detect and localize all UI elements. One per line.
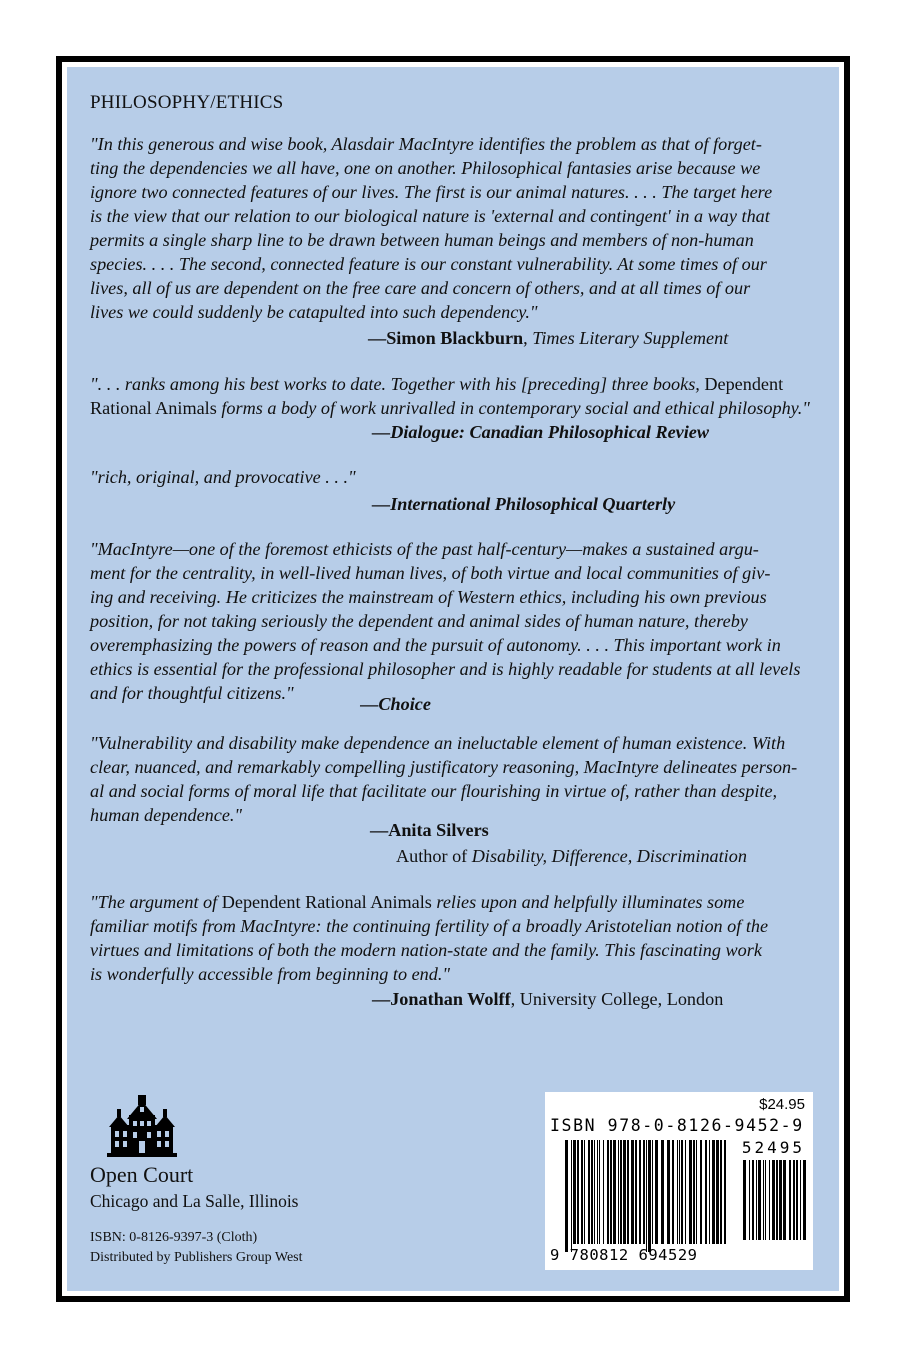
review-attribution xyxy=(90,420,820,444)
barcode-bar xyxy=(796,1160,798,1240)
book-title: Dependent xyxy=(704,374,784,394)
barcode-bar xyxy=(599,1140,600,1244)
ean-digits: 9 780812 694529 xyxy=(550,1246,698,1264)
barcode-bar xyxy=(803,1160,806,1240)
barcode-bar xyxy=(571,1140,572,1252)
isbn-cloth: ISBN: 0-8126-9397-3 (Cloth) xyxy=(90,1230,258,1245)
review-line: "Vulnerability and disability make dependence an ineluctable element of human existence. With xyxy=(90,733,786,753)
barcode-bar xyxy=(648,1140,651,1252)
ean-barcode-bars xyxy=(565,1140,730,1252)
barcode-bar xyxy=(594,1140,595,1244)
barcode-bar xyxy=(716,1140,719,1244)
barcode-bar xyxy=(643,1140,645,1244)
book-title: Rational Animals xyxy=(90,398,217,418)
barcode-bar xyxy=(581,1140,583,1244)
barcode-bar xyxy=(613,1140,616,1244)
publication-name: —International Philosophical Quarterly xyxy=(372,494,676,514)
barcode-bar xyxy=(681,1140,683,1244)
back-cover-content xyxy=(90,90,820,1011)
review-text: and for thoughtful citizens." xyxy=(90,683,294,703)
review-line: clear, nuanced, and remarkably compelling justificatory reasoning, MacIntyre delineates person- xyxy=(90,757,798,777)
publication-name: —Choice xyxy=(360,694,431,714)
review-attribution xyxy=(90,492,820,516)
review-line: lives, all of us are dependent on the free care and concern of others, and at all times of our xyxy=(90,278,751,298)
reviewer-name: —Simon Blackburn xyxy=(368,328,524,348)
isbn-block xyxy=(90,1228,303,1268)
review-line: familiar motifs from MacIntyre: the continuing fertility of a broadly Aristotelian notion of the xyxy=(90,916,769,936)
review-line: human dependence." xyxy=(90,805,243,825)
review-line xyxy=(90,681,820,714)
barcode-bar xyxy=(639,1140,641,1244)
review-line: ment for the centrality, in well-lived human lives, of both virtue and local communities of giv- xyxy=(90,563,771,583)
barcode-bar xyxy=(588,1140,590,1244)
review-line xyxy=(90,890,820,914)
barcode-bar xyxy=(591,1140,593,1244)
review-line: is the view that our relation to our biological nature is 'external and contingent' in a way that xyxy=(90,206,770,226)
barcode-bar xyxy=(597,1140,598,1244)
barcode-bar xyxy=(620,1140,622,1244)
review-blackburn xyxy=(90,132,820,350)
price-addon-digits: 52495 xyxy=(741,1138,805,1157)
review-dialogue xyxy=(90,372,820,444)
barcode-bar xyxy=(705,1140,707,1244)
review-line: ting the dependencies we all have, one on another. Philosophical fantasies arise because we xyxy=(90,158,761,178)
review-text: "The argument of xyxy=(90,892,222,912)
review-line: position, for not taking seriously the dependent and animal sides of human nature, thereby xyxy=(90,611,748,631)
barcode-bar xyxy=(607,1140,609,1244)
barcode-bar xyxy=(565,1140,568,1252)
barcode-bar xyxy=(709,1140,710,1244)
publisher-block xyxy=(90,1162,299,1214)
publisher-location: Chicago and La Salle, Illinois xyxy=(90,1191,299,1211)
publisher-name: Open Court xyxy=(90,1162,194,1187)
reviewer-credit xyxy=(90,844,820,868)
publication-name: Times Literary Supplement xyxy=(532,328,729,348)
reviewer-book: Disability, Difference, Discrimination xyxy=(471,846,747,866)
review-wolff xyxy=(90,890,820,1011)
review-line: ignore two connected features of our lives. The first is our animal natures. . . . The target here xyxy=(90,182,773,202)
review-line xyxy=(90,396,820,420)
review-line: "In this generous and wise book, Alasdair MacIntyre identifies the problem as that of forget- xyxy=(90,134,762,154)
reviewer-name: —Anita Silvers xyxy=(370,820,489,840)
barcode-bar xyxy=(789,1160,791,1240)
barcode-bar xyxy=(756,1160,757,1240)
barcode-bar xyxy=(573,1140,576,1244)
barcode-bar xyxy=(689,1140,692,1244)
barcode-bar xyxy=(769,1160,770,1240)
barcode-bar xyxy=(783,1160,786,1240)
review-line: virtues and limitations of both the modern nation-state and the family. This fascinating work xyxy=(90,940,762,960)
barcode-bar xyxy=(793,1160,795,1240)
barcode-bar xyxy=(712,1140,715,1244)
barcode-bar xyxy=(646,1140,647,1252)
barcode-bar xyxy=(627,1140,629,1244)
addon-barcode-bars xyxy=(743,1160,807,1248)
barcode-bar xyxy=(679,1140,680,1244)
barcode-bar xyxy=(584,1140,585,1244)
barcode-bar xyxy=(577,1140,579,1244)
review-silvers xyxy=(90,731,820,868)
barcode-bar xyxy=(749,1160,750,1240)
barcode-bar xyxy=(667,1140,670,1244)
review-line: "rich, original, and provocative . . ." xyxy=(90,467,356,487)
barcode-bar xyxy=(743,1160,746,1240)
barcode-bar xyxy=(655,1140,658,1244)
review-line: ethics is essential for the professional philosopher and is highly readable for students at all levels xyxy=(90,659,801,679)
review-line: "MacIntyre—one of the foremost ethicists of the past half-century—makes a sustained argu- xyxy=(90,539,759,559)
barcode-bar xyxy=(685,1140,686,1244)
attribution-separator: , xyxy=(523,328,533,348)
barcode-bar xyxy=(623,1140,626,1244)
publication-name: —Dialogue: Canadian Philosophical Review xyxy=(372,422,709,442)
open-court-logo-icon xyxy=(105,1095,179,1157)
barcode-bar xyxy=(720,1140,722,1244)
review-text: forms a body of work unrivalled in contemporary social and ethical philosophy." xyxy=(216,398,810,418)
barcode-label xyxy=(545,1092,813,1270)
barcode-bar xyxy=(800,1160,801,1240)
price: $24.95 xyxy=(759,1096,805,1113)
review-line: overemphasizing the powers of reason and the pursuit of autonomy. . . . This important work in xyxy=(90,635,781,655)
review-line: lives we could suddenly be catapulted into such dependency." xyxy=(90,302,538,322)
review-line: al and social forms of moral life that facilitate our flourishing in virtue of, rather than despite, xyxy=(90,781,778,801)
barcode-bar xyxy=(724,1140,726,1244)
barcode-bar xyxy=(693,1140,695,1244)
review-text: relies upon and helpfully illuminates some xyxy=(431,892,745,912)
category-label: PHILOSOPHY/ETHICS xyxy=(90,92,284,113)
barcode-bar xyxy=(635,1140,637,1244)
review-line: ing and receiving. He criticizes the mainstream of Western ethics, including his own previous xyxy=(90,587,767,607)
review-line xyxy=(90,372,820,396)
review-attribution xyxy=(90,326,820,350)
barcode-bar xyxy=(652,1140,653,1244)
review-line: species. . . . The second, connected feature is our constant vulnerability. At some times of our xyxy=(90,254,767,274)
barcode-bar xyxy=(765,1160,766,1240)
review-choice xyxy=(90,537,820,714)
reviewer-role: Author of xyxy=(396,846,472,866)
barcode-bar xyxy=(758,1160,761,1240)
barcode-bar xyxy=(631,1140,634,1244)
barcode-bar xyxy=(610,1140,612,1244)
review-line: is wonderfully accessible from beginning to end." xyxy=(90,964,451,984)
barcode-bar xyxy=(772,1160,775,1240)
barcode-bar xyxy=(677,1140,678,1244)
barcode-bar xyxy=(618,1140,619,1244)
book-title: Dependent Rational Animals xyxy=(221,892,432,912)
barcode-bar xyxy=(603,1140,604,1244)
barcode-bar xyxy=(661,1140,664,1244)
review-attribution xyxy=(90,987,820,1011)
barcode-isbn: ISBN 978-0-8126-9452-9 xyxy=(550,1116,804,1135)
review-line: permits a single sharp line to be drawn between human beings and members of non-human xyxy=(90,230,754,250)
barcode-bar xyxy=(752,1160,754,1240)
barcode-bar xyxy=(696,1140,697,1244)
barcode-bar xyxy=(776,1160,778,1240)
distributor: Distributed by Publishers Group West xyxy=(90,1250,303,1265)
review-text: ". . . ranks among his best works to date. Together with his [preceding] three books, xyxy=(90,374,705,394)
review-ipq xyxy=(90,465,820,516)
barcode-bar xyxy=(763,1160,764,1240)
barcode-bar xyxy=(779,1160,782,1240)
barcode-bar xyxy=(700,1140,702,1244)
reviewer-name: —Jonathan Wolff xyxy=(372,989,511,1009)
barcode-bar xyxy=(672,1140,674,1244)
reviewer-affiliation: , University College, London xyxy=(510,989,724,1009)
